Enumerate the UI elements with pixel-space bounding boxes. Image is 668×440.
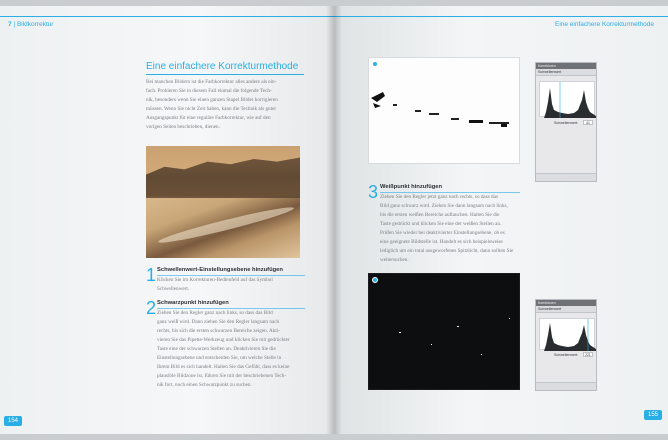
- step-3-line: Taste gedrückt und klicken Sie eine der weißen Stellen an.: [380, 221, 502, 227]
- step-3-number: 3: [368, 182, 379, 202]
- step-2-line: ganz weiß wird. Dann ziehen Sie den Regler langsam nach: [157, 319, 280, 325]
- panel-footer: [536, 173, 597, 181]
- section-title: Eine einfachere Korrekturmethode: [146, 61, 299, 72]
- adjustments-panel-2: [535, 299, 597, 391]
- step-3-line: Prüfen Sie wieder bei deaktivierter Einstellungsebene, ob es: [380, 230, 505, 236]
- panel-mode-label: Schwellenwert: [538, 307, 562, 311]
- panel-mode-bar: [536, 306, 596, 313]
- step-2-line: plausible Bildzone ist, führen Sie mit der beschriebenen Tech-: [157, 373, 287, 379]
- intro-line: Bei manchen Bildern ist die Farbkorrektur alles andere als ein-: [146, 79, 277, 85]
- threshold-value-field[interactable]: 41: [583, 120, 593, 125]
- page-number-right: 155: [644, 410, 662, 420]
- histogram: [539, 318, 595, 350]
- step-2-line: Einstellungsebene und entscheiden Sie, um welche Stelle in: [157, 355, 282, 361]
- beach-sunset-photo: [146, 146, 300, 258]
- chapter-number: 7: [8, 21, 12, 28]
- threshold-black-screenshot: [368, 273, 520, 390]
- threshold-label: Schwellenwert:: [554, 353, 579, 357]
- step-3-line: Ziehen Sie den Regler jetzt ganz nach rechts, so dass das: [380, 194, 498, 200]
- step-1-number: 1: [146, 265, 157, 285]
- threshold-label: Schwellenwert:: [554, 121, 579, 125]
- book-gutter: [326, 6, 342, 434]
- intro-line: vorigen Seiten beschrieben, dienen.: [146, 124, 220, 130]
- title-rule: [146, 74, 304, 75]
- step-2-line: vieren Sie das Pipette-Werkzeug und klicken Sie mit gedrückter: [157, 337, 290, 343]
- step-3-line: Bild ganz schwarz wird. Ziehen Sie dann langsam nach links,: [380, 203, 508, 209]
- intro-line: Ausgangspunkt für eine reguläre Farbkorrektur, wie auf den: [146, 115, 271, 121]
- step-1-line: Schwellenwert.: [157, 286, 190, 292]
- step-3-line: lediglich um ein total ausgeworfenes Spitzlicht, dann sollten Sie: [380, 248, 514, 254]
- intro-line: müssen. Wenn Sie nicht Zeit haben, kann die Technik als guter: [146, 106, 277, 112]
- step-2-line: Ziehen Sie den Regler ganz nach links, so dass das Bild: [157, 310, 273, 316]
- panel-title: Korrekturen: [538, 64, 556, 68]
- step-2-line: nik fort, noch einen Schwarzpunkt zu suchen.: [157, 382, 252, 388]
- step-1-title: Schwellenwert-Einstellungsebene hinzufügen: [157, 267, 283, 273]
- step-2-number: 2: [146, 298, 157, 318]
- intro-paragraph: [146, 78, 306, 132]
- running-header-right: Eine einfachere Korrekturmethode: [554, 21, 654, 28]
- step-1-line: Klicken Sie im Korrekturen-Bedienfeld auf das Symbol: [157, 277, 273, 283]
- header-rule-right: [334, 16, 668, 17]
- intro-line: fach. Probieren Sie in diesem Fall einmal die folgende Tech-: [146, 88, 272, 94]
- threshold-black-specks: [369, 58, 520, 164]
- panel-mode-label: Schwellenwert: [538, 70, 562, 74]
- step-3-line: weitersuchen.: [380, 257, 409, 263]
- step-2-text: [157, 309, 312, 390]
- adjustments-panel-1: [535, 62, 597, 182]
- panel-title: Korrekturen: [538, 301, 556, 305]
- threshold-white-specks: [369, 274, 520, 390]
- header-rule-left: [0, 16, 334, 17]
- threshold-white-screenshot: [368, 57, 520, 164]
- step-2-line: Taste eine der schwarzen Stellen an. Deaktivieren Sie die: [157, 346, 276, 352]
- panel-footer: [536, 382, 597, 390]
- step-3-line: eine geeignete Bildstelle ist. Handelt es sich beispielsweise: [380, 239, 503, 245]
- step-2-title: Schwarzpunkt hinzufügen: [157, 300, 229, 306]
- threshold-value-field[interactable]: 221: [583, 352, 593, 357]
- running-header-left: 7 | Bildkorrektur: [8, 21, 54, 28]
- intro-line: nik, besonders wenn Sie einen ganzen Stapel Bilder korrigieren: [146, 97, 278, 103]
- step-2-line: Ihrem Bild es sich handelt. Halten Sie das Gefühl, dass es keine: [157, 364, 290, 370]
- step-3-text: [380, 193, 528, 265]
- step-3-title: Weißpunkt hinzufügen: [380, 184, 443, 190]
- left-page: [0, 6, 334, 434]
- histogram: [539, 81, 595, 117]
- page-number-left: 154: [4, 416, 22, 426]
- panel-mode-bar: [536, 69, 596, 76]
- chapter-title: Bildkorrektur: [16, 21, 54, 28]
- step-3-line: bis die ersten weißen Bereiche auftauchen. Halten Sie die: [380, 212, 500, 218]
- step-2-line: rechts, bis sich die ersten schwarzen Bereiche zeigen. Akti-: [157, 328, 281, 334]
- step-1-text: [157, 276, 307, 294]
